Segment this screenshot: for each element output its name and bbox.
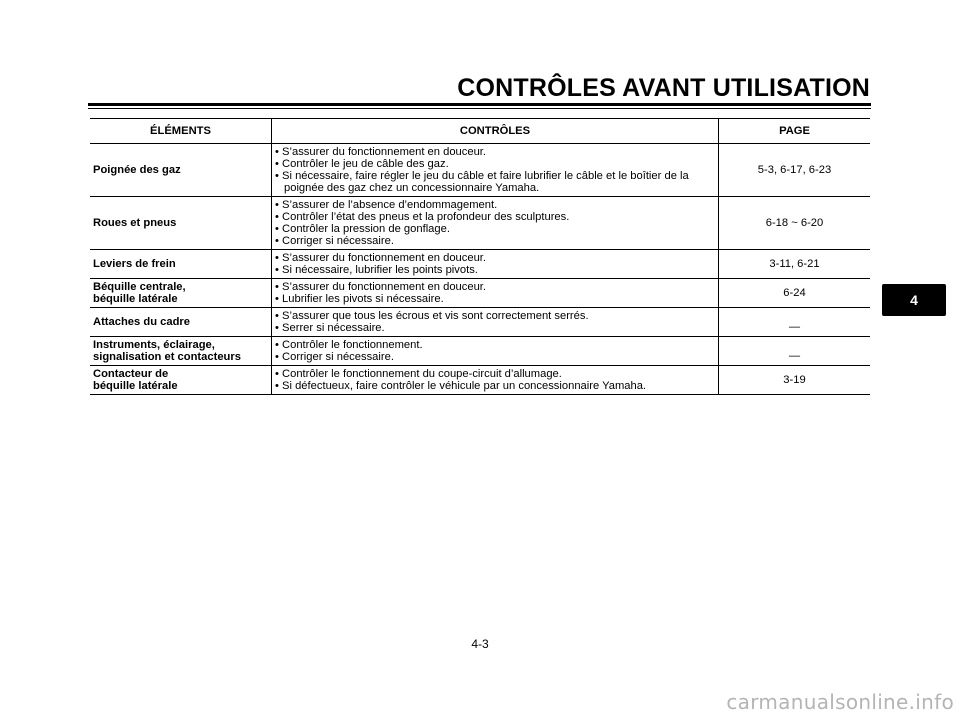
- check-text: S’assurer du fonctionnement en douceur.: [282, 281, 487, 293]
- check-text: S’assurer de l’absence d’endommagement.: [282, 199, 498, 211]
- check-item: [275, 199, 715, 211]
- bullet-icon: •: [275, 293, 283, 305]
- element-cell: [90, 250, 272, 279]
- bullet-icon: •: [275, 310, 283, 322]
- check-text: S’assurer du fonctionnement en douceur.: [282, 252, 487, 264]
- check-item: [275, 211, 715, 223]
- check-item: [275, 339, 715, 351]
- controles-cell: [272, 250, 719, 279]
- element-label: Attaches du cadre: [93, 316, 190, 328]
- bullet-icon: •: [275, 380, 283, 392]
- chapter-tab: 4: [882, 284, 946, 316]
- check-item: [275, 380, 715, 392]
- bullet-icon: •: [275, 322, 283, 334]
- check-item: [275, 252, 715, 264]
- header-page: PAGE: [719, 119, 871, 144]
- page-ref: —: [719, 337, 871, 366]
- check-item: [275, 235, 715, 247]
- bullet-icon: •: [275, 252, 283, 264]
- page-ref: 6-18 ~ 6-20: [719, 197, 871, 250]
- check-item: [275, 351, 715, 363]
- element-label: Roues et pneus: [93, 217, 177, 229]
- bullet-icon: •: [275, 223, 283, 235]
- bullet-icon: •: [275, 199, 283, 211]
- table-row: [90, 144, 870, 197]
- bullet-icon: •: [275, 351, 283, 363]
- check-text: Corriger si nécessaire.: [282, 235, 394, 247]
- table-row: [90, 308, 870, 337]
- table-row: [90, 250, 870, 279]
- table-header-row: [90, 119, 870, 144]
- check-item: [275, 264, 715, 276]
- element-label: Leviers de frein: [93, 258, 176, 270]
- element-label: Contacteur de: [93, 368, 169, 380]
- element-cell: [90, 308, 272, 337]
- element-label: béquille latérale: [93, 380, 178, 392]
- element-label: béquille latérale: [93, 293, 178, 305]
- element-label: signalisation et contacteurs: [93, 351, 241, 363]
- page-ref: 6-24: [719, 279, 871, 308]
- table-row: [90, 279, 870, 308]
- bullet-icon: •: [275, 158, 283, 170]
- check-text: Si nécessaire, faire régler le jeu du câble et faire lubrifier le câble et le boîtier de la poignée des gaz chez un concessionnaire Yamaha.: [282, 170, 689, 194]
- watermark: carmanualsonline.info: [726, 690, 954, 714]
- controles-cell: [272, 197, 719, 250]
- pre-operation-checks-table: [90, 118, 870, 395]
- check-text: Contrôler le fonctionnement.: [282, 339, 423, 351]
- check-item: [275, 310, 715, 322]
- controles-cell: [272, 279, 719, 308]
- page-ref: —: [719, 308, 871, 337]
- check-item: [275, 322, 715, 334]
- bullet-icon: •: [275, 368, 283, 380]
- check-item: [275, 146, 715, 158]
- bullet-icon: •: [275, 339, 283, 351]
- page-number: 4-3: [471, 637, 489, 651]
- element-label: Poignée des gaz: [93, 164, 181, 176]
- element-cell: [90, 144, 272, 197]
- element-cell: [90, 279, 272, 308]
- header-controles: CONTRÔLES: [272, 119, 719, 144]
- check-text: Contrôler le fonctionnement du coupe-circuit d’allumage.: [282, 368, 562, 380]
- bullet-icon: •: [275, 211, 283, 223]
- check-text: Contrôler la pression de gonflage.: [282, 223, 450, 235]
- element-cell: [90, 197, 272, 250]
- check-text: Si nécessaire, lubrifier les points pivots.: [282, 264, 478, 276]
- page-ref: 5-3, 6-17, 6-23: [719, 144, 871, 197]
- table-body: [90, 144, 870, 395]
- check-item: [275, 223, 715, 235]
- check-item: [275, 281, 715, 293]
- element-cell: [90, 366, 272, 395]
- bullet-icon: •: [275, 281, 283, 293]
- check-item: [275, 158, 715, 170]
- bullet-icon: •: [275, 146, 283, 158]
- table-row: [90, 337, 870, 366]
- check-text: Si défectueux, faire contrôler le véhicule par un concessionnaire Yamaha.: [282, 380, 647, 392]
- element-cell: [90, 337, 272, 366]
- check-text: Serrer si nécessaire.: [282, 322, 385, 334]
- title-rule-thick: [88, 103, 871, 106]
- bullet-icon: •: [275, 170, 283, 182]
- check-item: [275, 293, 715, 305]
- controles-cell: [272, 366, 719, 395]
- check-text: Contrôler l’état des pneus et la profondeur des sculptures.: [282, 211, 570, 223]
- page-title: CONTRÔLES AVANT UTILISATION: [457, 74, 870, 102]
- controles-cell: [272, 337, 719, 366]
- element-label: Béquille centrale,: [93, 281, 186, 293]
- controles-cell: [272, 144, 719, 197]
- bullet-icon: •: [275, 264, 283, 276]
- check-text: Lubrifier les pivots si nécessaire.: [282, 293, 444, 305]
- check-item: [275, 170, 715, 194]
- header-elements: ÉLÉMENTS: [90, 119, 272, 144]
- element-label: Instruments, éclairage,: [93, 339, 215, 351]
- table-row: [90, 197, 870, 250]
- page-ref: 3-19: [719, 366, 871, 395]
- check-text: S’assurer du fonctionnement en douceur.: [282, 146, 487, 158]
- check-text: S’assurer que tous les écrous et vis sont correctement serrés.: [282, 310, 589, 322]
- check-text: Contrôler le jeu de câble des gaz.: [282, 158, 449, 170]
- controles-cell: [272, 308, 719, 337]
- check-text: Corriger si nécessaire.: [282, 351, 394, 363]
- check-item: [275, 368, 715, 380]
- bullet-icon: •: [275, 235, 283, 247]
- table-row: [90, 366, 870, 395]
- page-ref: 3-11, 6-21: [719, 250, 871, 279]
- title-rule-thin: [88, 108, 871, 109]
